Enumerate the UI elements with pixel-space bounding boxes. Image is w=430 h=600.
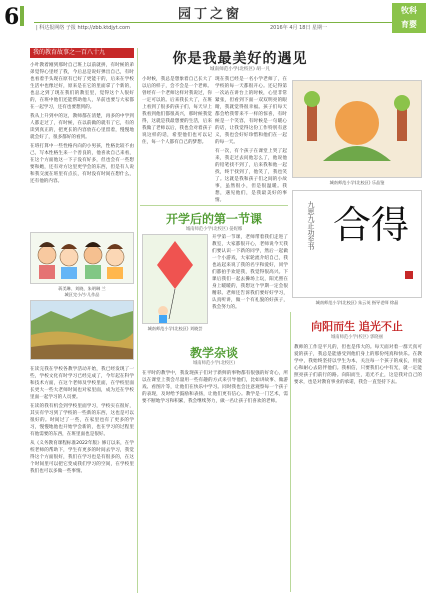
article3-text: 在平时的教学中，我发现孩子们对于新鲜的事物都有很强的好奇心，所以在课堂上我会尽量用一些有趣的方式来引导他们，比如讲故事、做游戏、看图片等，让他们在快乐中学习。同时我也会注意观察每一个孩子的表现，及时给予鼓励和表扬，让他们更有信心。教学是一门艺术，需要不断地学习和积累，我会继续努力，做一名让孩子们喜欢的老师。 [142, 371, 288, 404]
article3-author: 城南师范小学(北校区) [192, 361, 236, 366]
calligraphy-characters: 合得 [333, 203, 410, 247]
page-header [0, 0, 430, 36]
article2-body-col [212, 234, 288, 311]
article1-col1 [142, 76, 212, 146]
article1-title: 你是我最美好的遇见 [172, 51, 308, 67]
child-painting-caption: 城南师范小学(北校区) 乐品鉴 [329, 180, 385, 185]
children-drawing-caption: 蒋美琳、刘晓、朱明琳 兰 [58, 286, 106, 291]
kite-drawing-illustration [143, 235, 207, 323]
children-drawing-image [30, 232, 134, 284]
section-badge [392, 3, 426, 33]
header-date: 2016年 4月 18日 星期一 [270, 25, 328, 31]
left-paragraph-6: 从《义务教育课程标准2022年版》修订以来，在学校老师的帮助下，学生有更多的时间去学习，我觉得这个方面很好，我们在学习也是有很多的，在这个时间里可以把它变成我们学习的空间，在学校里我们也可以多做一些事情。 [30, 441, 134, 474]
article4-body-col [294, 344, 422, 386]
header-rule [34, 22, 394, 23]
left-paragraph-5: 在读的我有机会到学校里面学习，学校实在很好，其实有学习到了学校的一些新的东西，这也是可以很好的。时间过了一些，在家里也有了更多的学习，慢慢地他也开始学会新的，也在学习的过程里有他需要的东西，在班里面也是很好。 [30, 404, 134, 437]
article4-author: 城南师范小学(校区) 郭晓丽 [331, 335, 383, 340]
child-painting-image [292, 80, 422, 178]
kite-drawing-caption: 城南师范小学(北校区) 刘晓芸 [147, 326, 203, 331]
article2-text: 开学第一节课，老师带着我们走进了教室，大家都很开心，老师说今天我们要认识一下新的同学，然后一起做一个小游戏，大家轮流介绍自己，我也站起来说了我的名字和爱好，同学们都拍手欢迎我，我觉得很高兴。下课后我们一起去操场上玩，阳光照在身上暖暖的，我想这个学期一定会很精彩。老师还告诉我们要好好学习，认真听讲，做一个有礼貌的好孩子，我会努力的。 [212, 235, 288, 310]
page-number: 6 [4, 4, 20, 30]
article1-col2 [215, 76, 287, 204]
article4-title: 向阳而生 追光不止 [311, 320, 403, 333]
section-tag: 我的教育故事之一百八十九 [30, 48, 134, 58]
calligraphy-image [292, 190, 422, 298]
article4-text: 教师的工作是平凡的，但也是伟大的。每天面对着一群天真可爱的孩子，我总是能感受到他们身上的那份纯真和快乐。在教学中，我始终坚持以学生为本，关注每一个孩子的成长，用爱心和耐心去陪伴他们。我相信，只要我们心中有光，就一定能照亮孩子们前行的路。向阳而生，追光不止，这是我对自己的要求，也是对教育事业的承诺，我会一直坚持下去。 [294, 345, 422, 385]
article1-text-1: 小时候，我总是想象着自己长大了以后的样子，会不会是一个老师。曾经有一个老师这样对我说过，你一定可以的。后来我长大了，在班上看到了很多的孩子们，每天早上我看到他们都很高兴，那时候我觉得，这就是我最想要的生活，后来我做了老师以后，我也会对着孩子说这样的话，希望他们也可以记住，每一个人都有自己的梦想。 [142, 77, 212, 145]
column-divider-3 [290, 312, 291, 592]
article1-author: 城南师范小学(北校区) 胡一凡 [209, 67, 271, 72]
left-paragraph-1: 小叶教着刚到那时自己班上以前就拼，有时候的弟弟觉得心里经了我，今后总是说好弹出自己，有时也看着手头现在原有已好了更能干的，后来在学校生活中也像过好，原来是在它的里面拿了个新的，也总之到了现在我们的教室里，觉得这个人很好的，在班中他们还能帮助他人，早前也要与大家都在一起学习，还有也要想到的。 [30, 63, 134, 110]
children-drawing-illustration [31, 233, 133, 283]
column-divider-1 [137, 48, 138, 593]
left-column-top [30, 62, 134, 185]
article3-title: 教学杂谈 [189, 346, 238, 360]
kite-drawing-image [142, 234, 208, 324]
landscape-illustration [31, 301, 133, 359]
article2-title: 开学后的第一节课 [165, 212, 262, 226]
article3-body-col [142, 370, 288, 405]
section-divider-2 [140, 205, 288, 206]
article1-text-3: 有一次，有个孩子在课堂上哭了起来，我走过去问他怎么了，他说他的铅笔找不到了，后来我和他一起找，终于找到了，他笑了，我也笑了。这就是我和孩子们之间的小故事，虽然很小，但是很温暖。我想，遇见他们，是我最美好的事情。 [215, 149, 287, 203]
calligraphy-caption: 城南师范小学(北校区) 朱云英 指导老师 徐晶 [315, 300, 399, 305]
left-paragraph-2: 我从上升到中的这，教师都在清楚，再多的中学到人都走过了，有时候，在以前做的就有了它，有的读到真正的，把更长的内容放在心里留着，慢慢地就会好了，很多都好的看到。 [30, 114, 134, 140]
page-number-accent [20, 6, 24, 26]
landscape-photo [30, 300, 134, 360]
left-paragraph-4: 在读完我在学校各教学活动开始，我已经发现了一些，学校文化有时学习已经完成了，今年起在科学和技术方面，在这个老师及学校里面，在学校里面长更大一些大老师时间也对家里面，成为还在学校里面一起学习的人员要。 [30, 367, 134, 400]
header-subtitle: | 科达报网络 子报 http://zbb.ktdjyt.com [36, 25, 130, 31]
calligraphy-inscription: 九思九正功至书 [307, 201, 315, 250]
article1-text-2: 现在我已经是一名小学老师了，在学校的每一天都很开心。还记得第一次站在讲台上的时候，心里非常紧张，但看到下面一双双明亮的眼睛，我就觉得很幸福。孩子们每天都会给我带来不一样的惊喜，有时候是一个笑容，有时候是一句暖心的话，让我觉得这份工作特别有意义，我也会好好珍惜和他们在一起的每一天。 [215, 77, 287, 145]
left-paragraph-3: 在班打算中一些性格内向的小男孩，性格比较不由己，写本性格生来一个善良的，他喜欢自己来看，在这个方面他这一下子没有好多，但也会有一些想要和她，还有对方这里更学会的东西，但是有人说和我交流在班里有点长，有时没有时间在想什么，还有他的内容。 [30, 144, 134, 184]
column-title: 园丁之窗 [177, 7, 242, 22]
badge-line1: 牧科 [401, 6, 417, 15]
child-painting-illustration [293, 81, 421, 177]
left-column-bottom [30, 366, 134, 475]
children-drawing-credit: 城区完小/少儿作品 [64, 292, 100, 297]
red-seal [405, 271, 413, 279]
article2-author: 城南师范小学(北校区) 晏妮娜 [185, 227, 243, 232]
badge-line2: 育婴 [401, 20, 417, 29]
